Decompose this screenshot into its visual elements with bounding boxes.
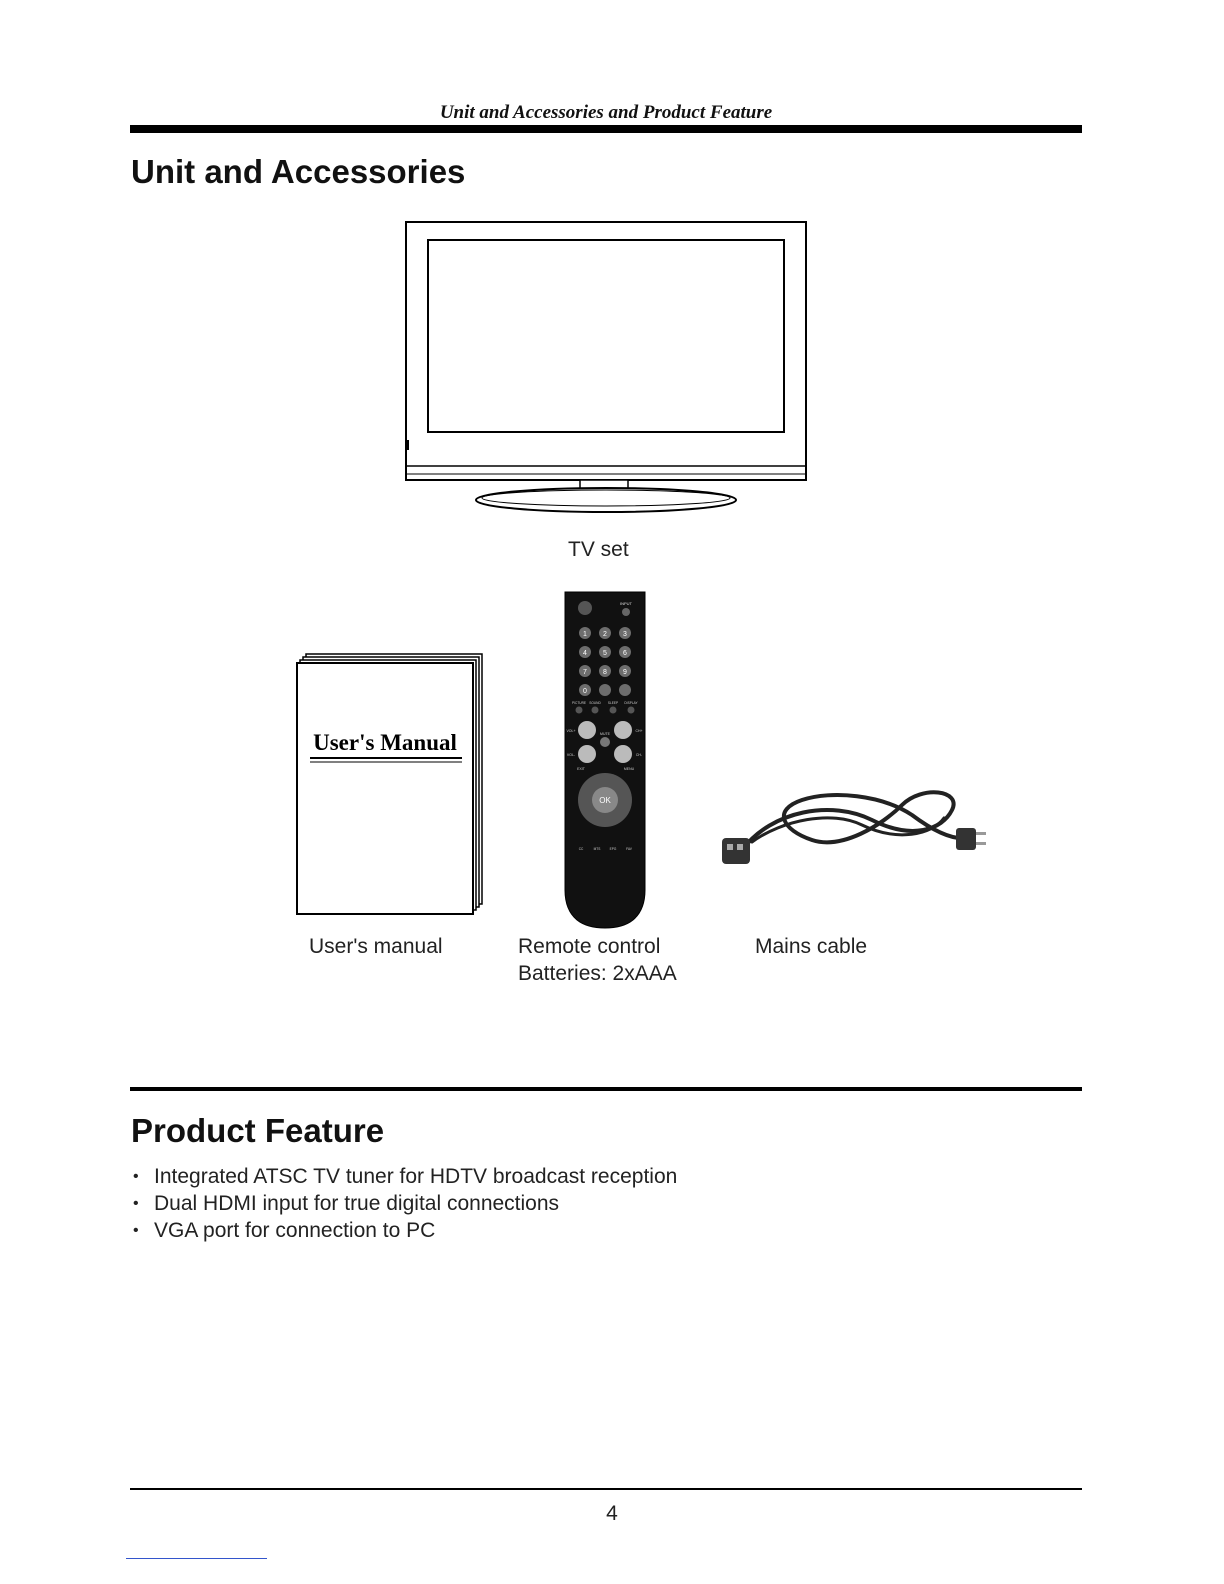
feature-item — [130, 1217, 677, 1244]
remote-digit-7: 7 — [583, 669, 587, 676]
running-header: Unit and Accessories and Product Feature — [439, 102, 773, 123]
feature-item-text: Dual HDMI input for true digital connections — [154, 1192, 560, 1215]
remote-digit-5: 5 — [603, 650, 607, 657]
remote-volminus-label: VOL- — [566, 753, 576, 757]
tv-set-illustration — [400, 218, 814, 518]
users-manual-illustration — [294, 652, 486, 918]
page-number: 4 — [606, 1502, 618, 1525]
remote-digit-4: 4 — [583, 650, 587, 657]
bullet-icon: • — [133, 1168, 139, 1185]
remote-volplus-label: VOL+ — [566, 729, 576, 733]
users-manual-caption: User's manual — [309, 935, 443, 958]
remote-menu-label: MENU — [623, 767, 635, 771]
remote-batteries-caption: Batteries: 2xAAA — [518, 962, 677, 985]
remote-display-label: DISPLAY — [624, 701, 638, 705]
section-title-unit-accessories: Unit and Accessories — [131, 153, 466, 190]
product-feature-list — [130, 1163, 677, 1244]
remote-control-illustration — [563, 590, 647, 930]
remote-ok-label: OK — [599, 796, 611, 805]
bullet-icon: • — [133, 1195, 139, 1212]
manual-cover-title: User's Manual — [313, 730, 457, 755]
remote-cc-label: CC — [578, 847, 584, 851]
remote-input-label: INPUT — [620, 601, 632, 606]
remote-mute-label: MUTE — [600, 732, 610, 736]
remote-epg-label: EPG — [609, 847, 617, 851]
footer-rule — [130, 1488, 1082, 1490]
section-title-product-feature: Product Feature — [131, 1112, 385, 1149]
remote-control-caption-line1: Remote control — [518, 935, 661, 958]
remote-digit-3: 3 — [623, 631, 627, 638]
remote-fav-label: FAV — [626, 847, 632, 851]
bullet-icon: • — [133, 1222, 139, 1239]
feature-item-text: Integrated ATSC TV tuner for HDTV broadcast reception — [154, 1165, 678, 1188]
remote-sound-label: SOUND — [589, 701, 601, 705]
remote-digit-2: 2 — [603, 631, 607, 638]
mains-cable-illustration — [712, 780, 990, 880]
footer-link-underline — [126, 1558, 267, 1559]
remote-digit-6: 6 — [623, 650, 627, 657]
remote-mts-label: MTS — [593, 847, 601, 851]
remote-picture-label: PICTURE — [572, 701, 586, 705]
feature-item — [130, 1163, 677, 1190]
tv-set-caption: TV set — [568, 538, 629, 561]
feature-item — [130, 1190, 677, 1217]
feature-item-text: VGA port for connection to PC — [154, 1219, 436, 1242]
section-rule-product-feature — [130, 1087, 1082, 1091]
remote-sleep-label: SLEEP — [607, 701, 619, 705]
remote-chminus-label: CH- — [635, 753, 643, 757]
remote-digit-1: 1 — [583, 631, 587, 638]
remote-digit-8: 8 — [603, 669, 607, 676]
remote-chplus-label: CH+ — [635, 729, 643, 733]
remote-exit-label: EXIT — [577, 767, 585, 771]
remote-digit-9: 9 — [623, 669, 627, 676]
mains-cable-caption: Mains cable — [755, 935, 868, 958]
header-rule — [130, 125, 1082, 133]
remote-control-caption — [518, 933, 677, 987]
remote-digit-0: 0 — [583, 688, 587, 695]
